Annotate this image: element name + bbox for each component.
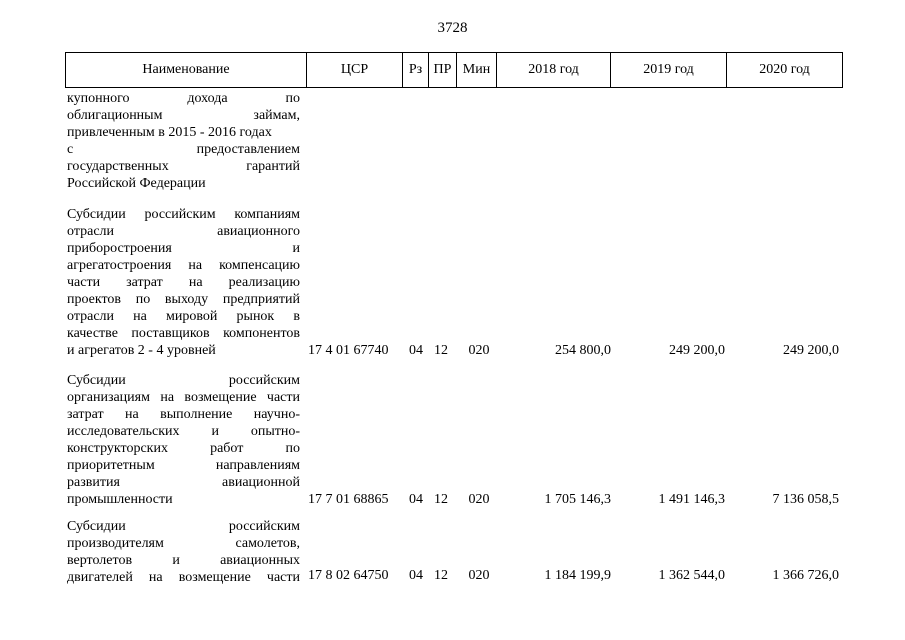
name-line: исследовательских и опытно-	[67, 424, 300, 439]
name-line: привлеченным в 2015 - 2016 годах	[67, 125, 272, 140]
cell-rz: 04	[409, 568, 423, 583]
cell-min: 020	[468, 568, 490, 583]
header-rz: Рз	[402, 53, 428, 87]
cell-rz: 04	[409, 343, 423, 358]
cell-pr: 12	[434, 568, 448, 583]
name-line: качестве поставщиков компонентов	[67, 326, 300, 341]
header-2019: 2019 год	[610, 53, 726, 87]
name-line: Субсидии российским	[67, 373, 300, 388]
cell-pr: 12	[434, 343, 448, 358]
name-line: государственных гарантий	[67, 159, 300, 174]
name-line: с предоставлением	[67, 142, 300, 157]
cell-csr: 17 8 02 64750	[308, 568, 389, 583]
name-line: производителям самолетов,	[67, 536, 300, 551]
cell-2020: 7 136 058,5	[772, 492, 839, 507]
row-name-aviation-instruments	[67, 206, 300, 359]
name-line: вертолетов и авиационных	[67, 553, 300, 568]
cell-csr: 17 7 01 68865	[308, 492, 389, 507]
cell-csr: 17 4 01 67740	[308, 343, 389, 358]
name-line: облигационным займам,	[67, 108, 300, 123]
name-line: агрегатостроения на компенсацию	[67, 258, 300, 273]
name-line: промышленности	[67, 492, 173, 507]
name-line: конструкторских работ по	[67, 441, 300, 456]
table-header	[65, 52, 843, 88]
row-name-aircraft-producers	[67, 518, 300, 586]
header-pr: ПР	[428, 53, 456, 87]
name-line: затрат на выполнение научно-	[67, 407, 300, 422]
cell-2019: 1 491 146,3	[658, 492, 725, 507]
cell-min: 020	[468, 492, 490, 507]
name-line: отрасли авиационного	[67, 224, 300, 239]
cell-rz: 04	[409, 492, 423, 507]
cell-2018: 254 800,0	[555, 343, 611, 358]
cell-2018: 1 184 199,9	[544, 568, 611, 583]
name-line: и агрегатов 2 - 4 уровней	[67, 343, 216, 358]
header-csr: ЦСР	[306, 53, 402, 87]
name-line: отрасли на мировой рынок в	[67, 309, 300, 324]
name-line: проектов по выходу предприятий	[67, 292, 300, 307]
name-line: Российской Федерации	[67, 176, 206, 191]
cell-2019: 1 362 544,0	[658, 568, 725, 583]
name-line: организациям на возмещение части	[67, 390, 300, 405]
name-line: приборостроения и	[67, 241, 300, 256]
header-2020: 2020 год	[726, 53, 842, 87]
cell-min: 020	[468, 343, 490, 358]
header-name: Наименование	[142, 62, 230, 77]
cell-2019: 249 200,0	[669, 343, 725, 358]
name-line: части затрат на реализацию	[67, 275, 300, 290]
row-name-research-subsidy	[67, 372, 300, 508]
row-name-cont	[67, 90, 300, 192]
name-line: развития авиационной	[67, 475, 300, 490]
cell-2018: 1 705 146,3	[544, 492, 611, 507]
cell-pr: 12	[434, 492, 448, 507]
name-line: Субсидии российским	[67, 519, 300, 534]
cell-2020: 1 366 726,0	[772, 568, 839, 583]
page-number: 3728	[437, 20, 468, 36]
name-line: двигателей на возмещение части	[67, 570, 300, 585]
cell-2020: 249 200,0	[783, 343, 839, 358]
name-line: Субсидии российским компаниям	[67, 207, 300, 222]
name-line: купонного дохода по	[67, 91, 300, 106]
name-line: приоритетным направлениям	[67, 458, 300, 473]
header-min: Мин	[456, 53, 496, 87]
header-2018: 2018 год	[496, 53, 610, 87]
